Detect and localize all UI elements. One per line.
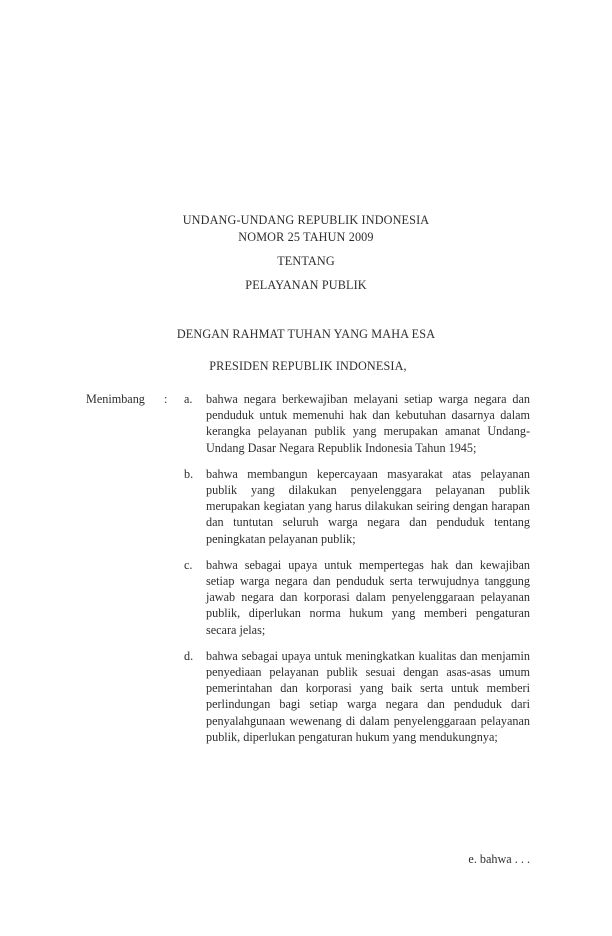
- considering-item-c: [86, 557, 530, 638]
- law-subject-line: PELAYANAN PUBLIK: [245, 278, 367, 292]
- item-marker-c: c.: [184, 557, 193, 572]
- considering-section: [86, 391, 530, 745]
- item-marker-b: b.: [184, 466, 194, 481]
- considering-item-d: [86, 648, 530, 745]
- blessing-line: DENGAN RAHMAT TUHAN YANG MAHA ESA: [176, 327, 436, 341]
- about-keyword-line: TENTANG: [277, 254, 335, 268]
- considering-item-a: [86, 391, 530, 456]
- considering-item-b: [86, 466, 530, 547]
- title-spacer-1: [0, 246, 612, 253]
- title-spacer-2: [0, 270, 612, 277]
- considering-colon: :: [164, 392, 168, 406]
- item-text-c: bahwa sebagai upaya untuk mempertegas hak dan kewajiban setiap warga negara dan penduduk serta terwujudnya tanggung jawab negara dan korporasi dalam penyelenggaraan pelayanan publik, diperlukan norma hukum yang memberi pengaturan secara jelas;: [206, 557, 530, 637]
- president-line: PRESIDEN REPUBLIK INDONESIA,: [209, 359, 407, 373]
- document-preamble: [0, 326, 612, 375]
- law-number-line: NOMOR 25 TAHUN 2009: [238, 230, 374, 244]
- preamble-spacer: [0, 343, 612, 358]
- page-catchword: e. bahwa . . .: [468, 852, 530, 866]
- item-marker-d: d.: [184, 648, 194, 663]
- considering-label: Menimbang: [86, 392, 145, 406]
- law-type-line: UNDANG-UNDANG REPUBLIK INDONESIA: [182, 213, 430, 227]
- item-text-a: bahwa negara berkewajiban melayani setiap warga negara dan penduduk untuk memenuhi hak dan kebutuhan dasarnya dalam kerangka pelayanan publik yang merupakan amanat Undang-Undang Dasar Negara Republik Indonesia Tahun 1945;: [206, 392, 530, 455]
- document-title-block: [0, 212, 612, 294]
- item-marker-a: a.: [184, 392, 193, 406]
- item-text-b: bahwa membangun kepercayaan masyarakat atas pelayanan publik yang dilakukan penyelenggara pelayanan publik merupakan kegiatan yang harus dilakukan seiring dengan harapan dan tuntutan seluruh warga negara dan penduduk tentang peningkatan pelayanan publik;: [206, 466, 530, 546]
- item-text-d: bahwa sebagai upaya untuk meningkatkan kualitas dan menjamin penyediaan pelayanan publik sesuai dengan asas-asas umum pemerintahan dan korporasi yang baik serta untuk memberi perlindungan bagi setiap warga negara dan penduduk dari penyalahgunaan wewenang di dalam penyelenggaraan pelayanan publik, diperlukan pengaturan hukum yang mendukungnya;: [206, 648, 530, 744]
